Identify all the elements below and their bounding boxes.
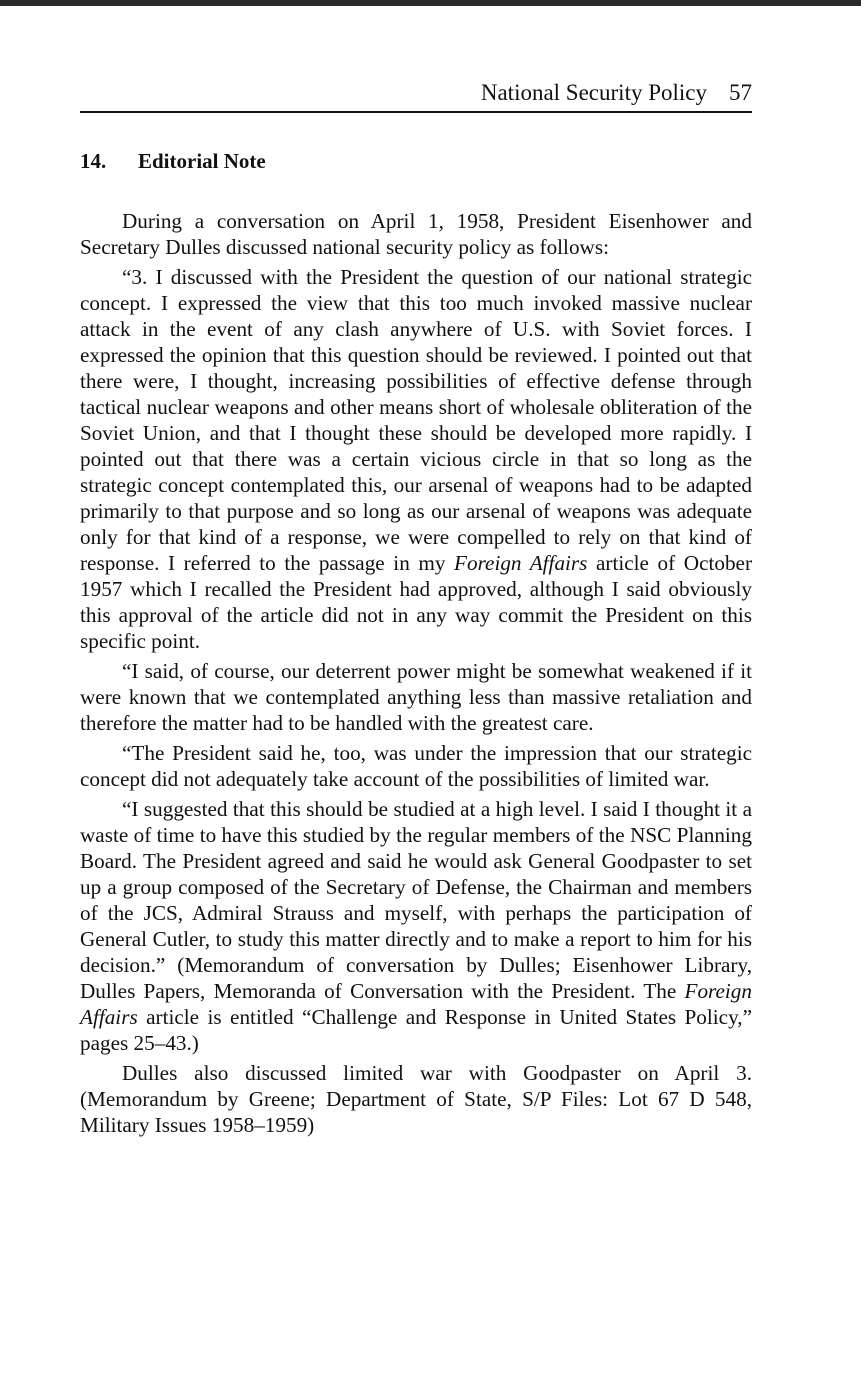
paragraph-limited-war: “The President said he, too, was under the impression that our strategic concept did not adequately take account of the possibilities of limited war. [80,741,752,791]
document-page [80,78,752,1142]
document-title: Editorial Note [138,149,266,173]
paragraph-goodpaster-discussion: Dulles also discussed limited war with Goodpaster on April 3. (Memorandum by Greene; Department of State, S/P Files: Lot 67 D 548, Military Issues 1958–1959) [80,1061,752,1137]
paragraph-strategic-concept: “3. I discussed with the President the question of our national strategic concept. I expressed the view that this too much invoked massive nuclear attack in the event of any clash anywhere of U.S. with Soviet forces. I expressed the opinion that this question should be reviewed. I pointed out that there were, I thought, increasing possibilities of effective defense through tactical nuclear weapons and other means short of wholesale obliteration of the Soviet Union, and that I thought these should be developed more rapidly. I pointed out that there was a certain vicious circle in that so long as the strategic concept contemplated this, our arsenal of weapons had to be adapted primarily to that purpose and so long as our arsenal of weapons was adequate only for that kind of a response, we were compelled to rely on that kind of response. I referred to the passage in my Foreign Affairs article of October 1957 which I recalled the President had approved, although I said obviously this approval of the article did not in any way commit the President on this specific point. [80,265,753,653]
document-number: 14. [80,149,107,173]
editorial-note-body [80,208,752,1138]
scan-edge [0,0,861,6]
document-heading [80,147,752,175]
publication-title: Foreign Affairs [454,551,588,575]
publication-title: Foreign Affairs [80,979,752,1029]
page-number: 57 [729,80,752,105]
paragraph-study-proposal: “I suggested that this should be studied at a high level. I said I thought it a waste of time to have this studied by the regular members of the NSC Planning Board. The President agreed and said he would ask General Goodpaster to set up a group composed of the Secretary of Defense, the Chairman and members of the JCS, Admiral Strauss and myself, with perhaps the participation of General Cutler, to study this matter directly and to make a report to him for his decision.” (Memorandum of conversation by Dulles; Eisenhower Library, Dulles Papers, Memoranda of Conversation with the President. The Foreign Affairs article is entitled “Challenge and Response in United States Policy,” pages 25–43.) [80,797,752,1055]
running-header [80,78,752,113]
paragraph-deterrent-power: “I said, of course, our deterrent power might be somewhat weakened if it were known that we contemplated anything less than massive retaliation and therefore the matter had to be handled with the greatest care. [80,659,752,735]
paragraph-intro: During a conversation on April 1, 1958, President Eisenhower and Secretary Dulles discussed national security policy as follows: [80,209,752,259]
running-title: National Security Policy [480,80,707,105]
